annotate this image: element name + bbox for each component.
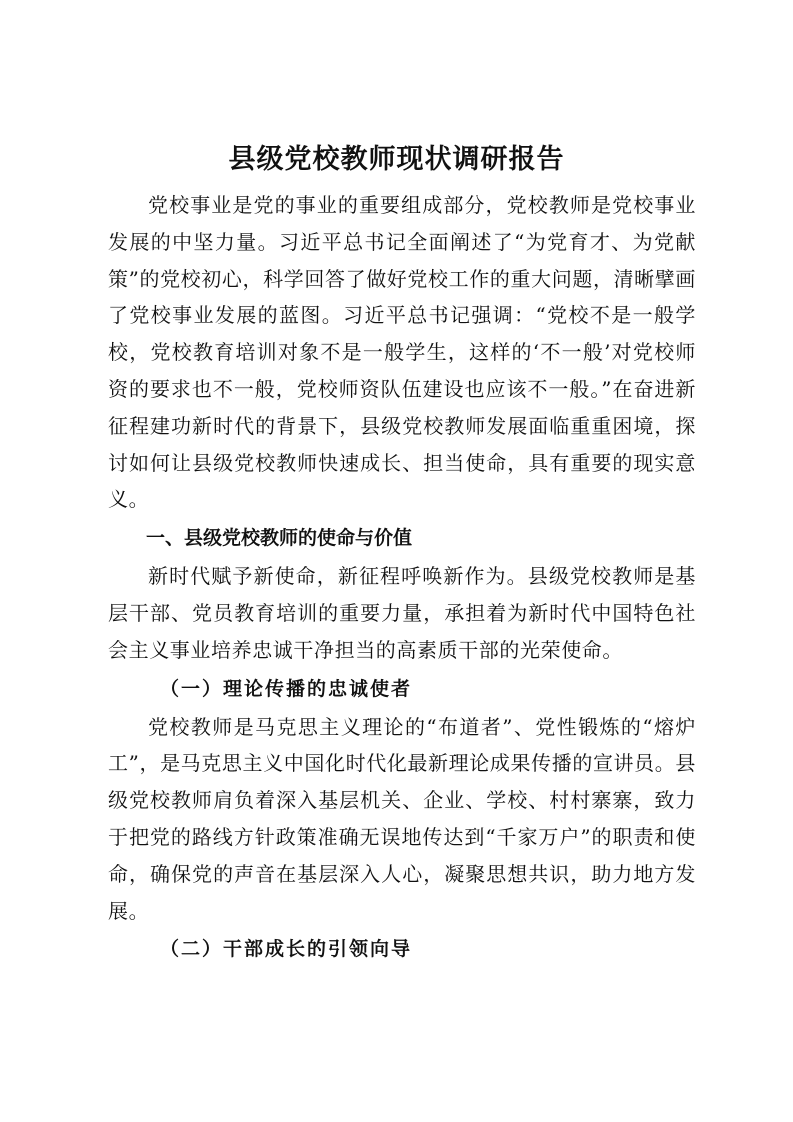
subsection-heading-2: （二）干部成长的引领向导 — [160, 938, 413, 961]
section-heading-1: 一、县级党校教师的使命与价值 — [146, 527, 413, 550]
intro-paragraph: 党校事业是党的事业的重要组成部分，党校教师是党校事业发展的中坚力量。习近平总书记全面阐述了“为党育才、为党献策”的党校初心，科学回答了做好党校工作的重大问题，清晰擘画了党校事业发展的蓝图。习近平总书记强调：“党校不是一般学校，党校教育培训对象不是一般学生，这样的‘不一般’对党校师资的要求也不一般，党校师资队伍建设也应该不一般。”在奋进新征程建功新时代的背景下，县级党校教师发展面临重重困境，探讨如何让县级党校教师快速成长、担当使命，具有重要的现实意义。 — [108, 193, 696, 512]
subsection-1-paragraph: 党校教师是马克思主义理论的“布道者”、党性锻炼的“熔炉工”，是马克思主义中国化时代化最新理论成果传播的宣讲员。县级党校教师肩负着深入基层机关、企业、学校、村村寨寨，致力于把党的路线方针政策准确无误地传达到“千家万户”的职责和使命，确保党的声音在基层深入人心，凝聚思想共识，助力地方发展。 — [108, 714, 696, 923]
section-1-paragraph: 新时代赋予新使命，新征程呼唤新作为。县级党校教师是基层干部、党员教育培训的重要力量，承担着为新时代中国特色社会主义事业培养忠诚干净担当的高素质干部的光荣使命。 — [108, 564, 696, 662]
document-body — [108, 187, 696, 969]
subsection-heading-1: （一）理论传播的忠诚使者 — [160, 677, 413, 700]
document-title: 县级党校教师现状调研报告 — [228, 144, 565, 175]
